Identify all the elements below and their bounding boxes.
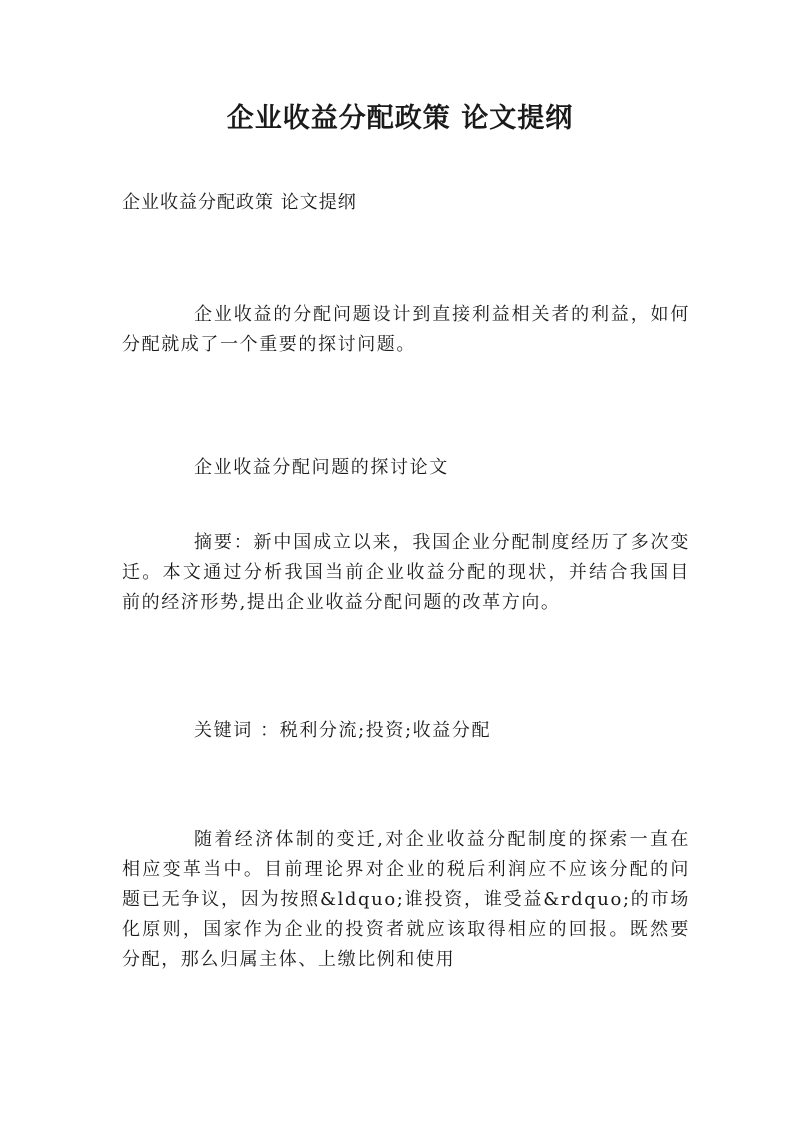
body-paragraph: 随着经济体制的变迁,对企业收益分配制度的探索一直在相应变革当中。目前理论界对企业的税后利润应不应该分配的问题已无争议，因为按照&ldquo;谁投资，谁受益&rdquo;的市场化原则，国家作为企业的投资者就应该取得相应的回报。既然要分配，那么归属主体、上缴比例和使用 [122, 829, 690, 970]
section-heading: 企业收益分配问题的探讨论文 [194, 457, 449, 478]
document-title: 企业收益分配政策 论文提纲 [226, 103, 574, 134]
abstract-paragraph: 摘要：新中国成立以来，我国企业分配制度经历了多次变迁。本文通过分析我国当前企业收益分配的现状，并结合我国目前的经济形势,提出企业收益分配问题的改革方向。 [122, 532, 690, 613]
keywords-line: 关键词 ：税利分流;投资;收益分配 [194, 720, 492, 741]
intro-paragraph: 企业收益的分配问题设计到直接利益相关者的利益，如何分配就成了一个重要的探讨问题。 [122, 304, 690, 355]
document-subtitle: 企业收益分配政策 论文提纲 [122, 192, 357, 213]
